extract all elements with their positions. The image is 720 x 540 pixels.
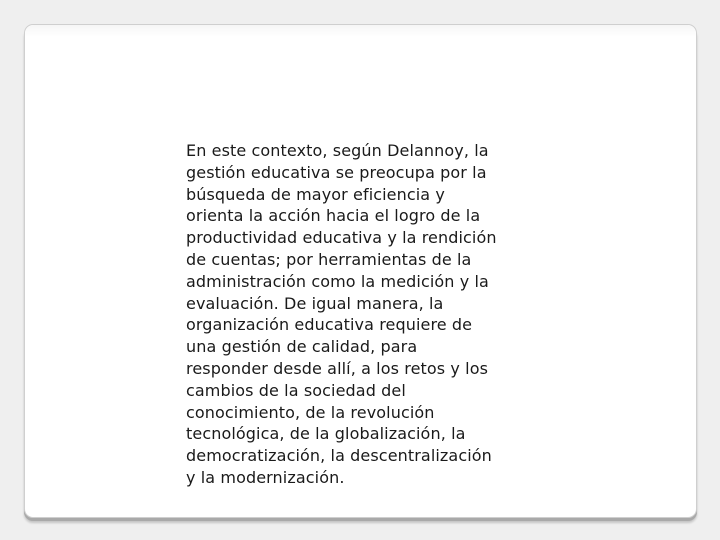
text-line: democratización, la descentralización xyxy=(186,446,492,466)
text-line: una gestión de calidad, para xyxy=(186,337,418,357)
text-line: administración como la medición y la xyxy=(186,271,489,291)
text-line: conocimiento, de la revolución xyxy=(186,402,435,422)
text-line: búsqueda de mayor eficiencia y xyxy=(186,184,445,204)
text-line: orienta la acción hacia el logro de la xyxy=(186,206,481,226)
text-line: organización educativa requiere de xyxy=(186,315,473,335)
text-line: tecnológica, de la globalización, la xyxy=(186,424,466,444)
text-line: de cuentas; por herramientas de la xyxy=(186,249,472,269)
slide-body-text xyxy=(186,140,546,489)
text-line: responder desde allí, a los retos y los xyxy=(186,358,489,378)
text-line: gestión educativa se preocupa por la xyxy=(186,162,487,182)
text-line: productividad educativa y la rendición xyxy=(186,228,497,248)
text-line: cambios de la sociedad del xyxy=(186,380,406,400)
text-line: En este contexto, según Delannoy, la xyxy=(186,141,489,160)
text-line: y la modernización. xyxy=(186,467,345,487)
slide-frame xyxy=(24,24,697,518)
text-line: evaluación. De igual manera, la xyxy=(186,293,444,313)
